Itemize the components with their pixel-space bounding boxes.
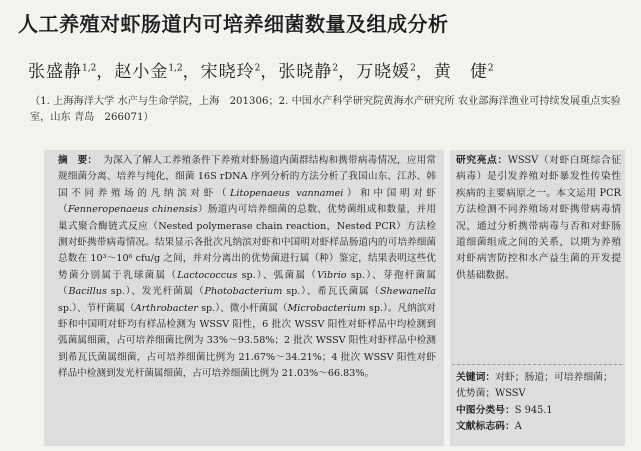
keywords-line	[456, 370, 621, 403]
abstract-segment: ）和中国明对虾（	[58, 187, 437, 216]
abstract-text	[58, 153, 436, 383]
clc-line	[456, 403, 621, 419]
genus-name: Bacillus	[68, 286, 107, 298]
author-separator: ，	[415, 62, 434, 82]
author: 张盛静$^{1,2}$	[28, 62, 97, 82]
clc-label: 中图分类号：	[456, 404, 515, 416]
abstract-segment: ）肠道内可培养细菌的总数、优势菌组成和数量，并用巢式聚合酶链式反应（Nested polymerase chain reaction，Nested PCR）方法检测对虾携带病毒情况。结果显示各批次凡纳滨对虾和中国明对虾样品肠道内的可培养细菌总数在 10³～10⁶ cfu/g 之间，并对分离出的优势菌进行属（种）鉴定，结果表明这些优势菌分别属于乳球菌属（	[58, 204, 437, 281]
genus-name: Arthrobacter	[134, 302, 199, 314]
author: 黄 倢$^2$	[433, 62, 494, 82]
author: 宋晓玲$^2$	[200, 62, 261, 82]
author-separator: ，	[182, 62, 201, 82]
genus-name: Lactococcus	[177, 269, 238, 281]
author-affiliation-mark: 1,2	[82, 63, 97, 74]
author-separator: ，	[260, 62, 279, 82]
genus-name: Photobacterium	[204, 286, 283, 298]
author-separator: ，	[338, 62, 357, 82]
doc-code-line	[456, 419, 621, 435]
sidebar-box	[450, 150, 625, 446]
highlight-label: 研究亮点：	[456, 155, 508, 166]
keywords-label: 关键词：	[456, 372, 496, 383]
abstract-segment: sp.）、发光杆菌属（	[106, 286, 205, 298]
abstract-segment: sp.）、微小杆菌属（	[198, 302, 288, 314]
abstract-segment: sp.）。凡纳滨对虾和中国明对虾均有样品检测为 WSSV 阳性，6 批次 WSSV 阳性对虾样品中均检测到弧菌属细菌，占可培养细菌比例为 33%～93.58%；2 批次 WSSV 阳性对虾样品中检测到希瓦氏菌属细菌，占可培养细菌比例为 21.67%～34.21%；4 批次 WSSV 阳性对虾样品中检测到发光杆菌属细菌，占可培养细菌比例为 21.03%～66.83%。	[58, 302, 436, 380]
keywords-text: 对虾；肠道；可培养细菌；优势菌；WSSV	[456, 372, 613, 400]
abstract-segment: sp.）、芽孢杆菌属（	[58, 269, 436, 298]
author-affiliation-mark: 2	[332, 63, 339, 74]
author-separator: ，	[96, 62, 115, 82]
paper-title: 人工养殖对虾肠道内可培养细菌数量及组成分析	[18, 12, 449, 36]
doc-code-label: 文献标志码：	[456, 421, 515, 433]
species-name: Litopenaeus vannamei	[230, 187, 344, 199]
author: 万晓媛$^2$	[356, 62, 416, 82]
genus-name: Shewanella	[379, 286, 437, 298]
author-affiliation-mark: 1,2	[168, 63, 183, 74]
abstract-segment: sp.）、节杆菌属（	[58, 302, 135, 314]
affiliations: （1. 上海海洋大学 水产与生命学院，上海 201306；2. 中国水产科学研究院黄海水产研究所 农业部海洋渔业可持续发展重点实验室，山东 青岛 266071）	[30, 96, 621, 123]
abstract-box	[44, 150, 444, 446]
abstract-label: 摘 要：	[58, 155, 98, 166]
meta-block	[456, 370, 621, 436]
author-list	[28, 57, 628, 82]
abstract-segment: sp.）、希瓦氏菌属（	[282, 286, 380, 298]
sidebar-divider	[452, 364, 622, 365]
species-name: Fenneropenaeus chinensis	[67, 204, 198, 216]
author-affiliation-mark: 2	[254, 63, 261, 74]
clc-value: S 945.1	[514, 404, 553, 416]
author: 赵小金$^{1,2}$	[114, 62, 183, 82]
author-affiliation-mark: 2	[487, 63, 494, 74]
genus-name: Microbacterium	[287, 302, 366, 314]
author-affiliation-mark: 2	[410, 63, 416, 74]
research-highlight	[456, 153, 621, 284]
author: 张晓静$^2$	[278, 62, 339, 82]
highlight-text: WSSV（对虾白斑综合征病毒）是引发养殖对虾暴发性传染性疾病的主要病原之一。本文运用 PCR 方法检测不同养殖场对虾携带病毒情况，通过分析携带病毒与否和对虾肠道细菌组成之间的关系，以期为养殖对虾病害防控和水产益生菌的开发提供基础数据。	[456, 155, 622, 281]
genus-name: Vibrio	[317, 269, 347, 281]
doc-code-value: A	[514, 421, 522, 433]
abstract-segment: 为深入了解人工养殖条件下养殖对虾肠道内菌群结构和携带病毒情况，应用常规细菌分离、培养与纯化，细菌 16S rDNA 序列分析的方法分析了我国山东、江苏、韩国不同养殖场的凡纳滨对虾（	[58, 155, 437, 199]
abstract-segment: sp.）、弧菌属（	[237, 269, 318, 281]
